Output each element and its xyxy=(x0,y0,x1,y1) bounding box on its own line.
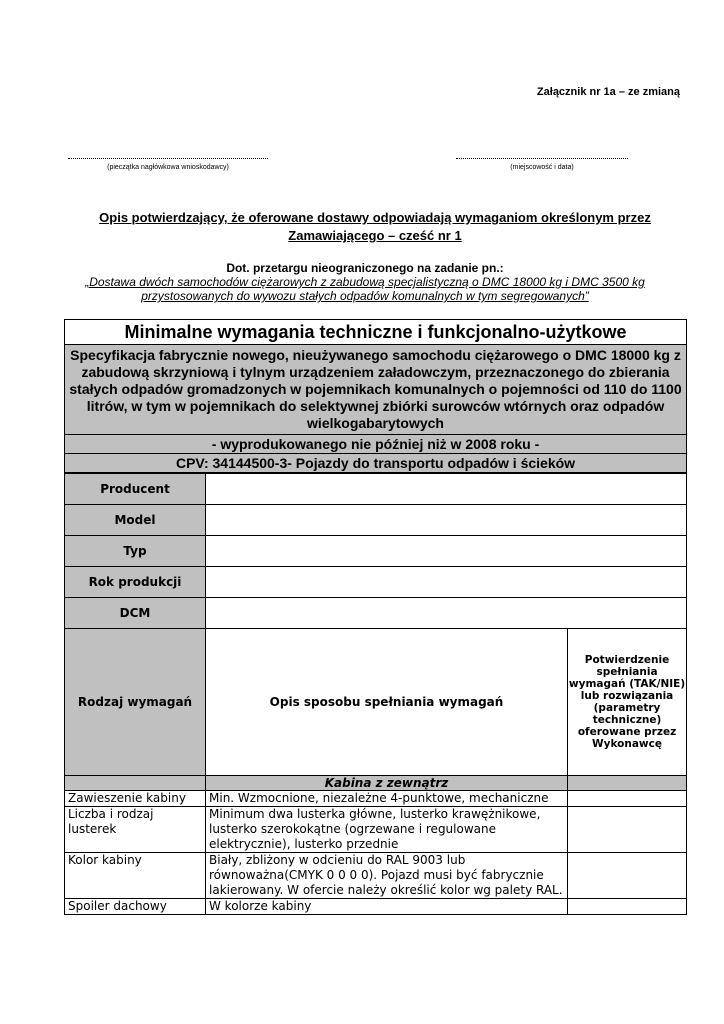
confirmation-cell[interactable] xyxy=(568,807,687,853)
column-header-confirmation: Potwierdzenie spełniania wymagań (TAK/NIE) lub rozwiązania (parametry techniczne) oferowane przez Wykonawcę xyxy=(568,629,687,776)
place-date-caption: (miejscowość i data) xyxy=(510,164,574,171)
column-header-type: Rodzaj wymagań xyxy=(65,629,206,776)
table-row xyxy=(65,791,687,807)
section-spacer xyxy=(568,776,687,791)
table-row xyxy=(65,853,687,899)
field-row-producent xyxy=(65,473,687,505)
place-date-field xyxy=(456,152,628,173)
vehicle-specification: Specyfikacja fabrycznie nowego, nieużywanego samochodu ciężarowego o DMC 18000 kg z zabudową skrzyniową i tylnym urządzeniem załadowczym, przeznaczonego do zbierania stałych odpadów gromadzonych w pojemnikach komunalnych o pojemności od 110 do 1100 litrów, w tym w pojemnikach do selektywnej zbiórki surowców wtórnych oraz odpadów wielkogabarytowych xyxy=(65,345,687,435)
field-value-rok-produkcji[interactable] xyxy=(206,567,687,598)
field-label: Producent xyxy=(65,473,206,505)
field-row-rok-produkcji xyxy=(65,567,687,598)
stamp-caption: (pieczątka nagłówkowa wnioskodawcy) xyxy=(107,164,229,171)
table-heading: Minimalne wymagania techniczne i funkcjonalno-użytkowe xyxy=(65,320,687,345)
requirement-type: Spoiler dachowy xyxy=(65,899,206,915)
stamp-dotted-line xyxy=(68,152,268,159)
requirement-type: Zawieszenie kabiny xyxy=(65,791,206,807)
table-row xyxy=(65,899,687,915)
cpv-code: CPV: 34144500-3- Pojazdy do transportu odpadów i ścieków xyxy=(65,454,687,474)
confirmation-cell[interactable] xyxy=(568,899,687,915)
field-label: DCM xyxy=(65,598,206,629)
stamp-field xyxy=(68,152,268,173)
column-header-row xyxy=(65,629,687,776)
field-value-producent[interactable] xyxy=(206,473,687,505)
requirement-type: Kolor kabiny xyxy=(65,853,206,899)
field-label: Typ xyxy=(65,536,206,567)
field-value-model[interactable] xyxy=(206,505,687,536)
annex-label: Załącznik nr 1a – ze zmianą xyxy=(536,86,680,98)
confirmation-cell[interactable] xyxy=(568,791,687,807)
table-row xyxy=(65,807,687,853)
field-row-model xyxy=(65,505,687,536)
document-title: Opis potwierdzający, że oferowane dostawy odpowiadają wymaganiom określonym przez Zamawiającego – cześć nr 1 xyxy=(99,210,651,243)
field-value-dcm[interactable] xyxy=(206,598,687,629)
field-row-typ xyxy=(65,536,687,567)
field-label: Model xyxy=(65,505,206,536)
section-spacer xyxy=(65,776,206,791)
requirement-description: W kolorze kabiny xyxy=(206,899,568,915)
requirement-description: Minimum dwa lusterka główne, lusterko krawężnikowe, lusterko szerokokątne (ogrzewane i regulowane elektrycznie), lusterko przednie xyxy=(206,807,568,853)
requirements-table xyxy=(64,319,687,915)
section-heading: Kabina z zewnątrz xyxy=(206,776,568,791)
field-row-dcm xyxy=(65,598,687,629)
tender-subject-name: „Dostawa dwóch samochodów ciężarowych z zabudową specjalistyczną o DMC 18000 kg i DMC 3500 kg przystosowanych do wywozu stałych odpadów komunalnych w tym segregowanych” xyxy=(85,275,645,303)
place-date-dotted-line xyxy=(456,152,628,159)
requirement-description: Biały, zbliżony w odcieniu do RAL 9003 lub równoważna(CMYK 0 0 0 0). Pojazd musi być fabrycznie lakierowany. W ofercie należy określić kolor wg palety RAL. xyxy=(206,853,568,899)
production-year-requirement: - wyprodukowanego nie później niż w 2008 roku - xyxy=(65,435,687,454)
column-header-description: Opis sposobu spełniania wymagań xyxy=(206,629,568,776)
requirement-description: Min. Wzmocnione, niezależne 4-punktowe, mechaniczne xyxy=(206,791,568,807)
requirement-type: Liczba i rodzaj lusterek xyxy=(65,807,206,853)
tender-subject xyxy=(60,261,670,303)
tender-subject-intro: Dot. przetargu nieograniczonego na zadanie pn.: xyxy=(226,261,504,275)
field-value-typ[interactable] xyxy=(206,536,687,567)
confirmation-cell[interactable] xyxy=(568,853,687,899)
field-label: Rok produkcji xyxy=(65,567,206,598)
